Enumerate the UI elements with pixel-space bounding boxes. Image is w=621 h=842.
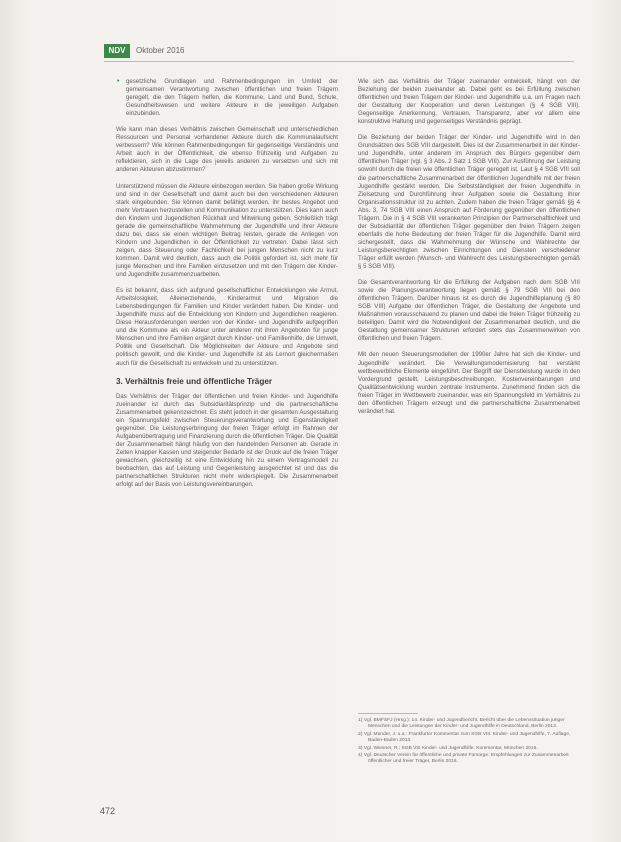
paragraph: Es ist bekannt, dass sich aufgrund gesellschaftlicher Entwicklungen wie Armut, Arbeitslosigkeit, Alleinerziehende, Kinderarmut und Migration die Lebensbedingungen für Familien und Kinder verändert haben. Die Kinder- und Jugendhilfe muss auf die Entwicklung von Kindern und Jugendlichen reagieren. Diese Herausforderungen werden von der Kinder- und Jugendhilfe aufgegriffen und die Kommune als ein Akteur unter anderen mit ihren Angeboten für junge Menschen und ihre Familien ergänzt durch Kinder- und Familienhilfe, die Umwelt, Politik und Gesellschaft. Die Möglichkeiten der Akteure und Angebote sind politisch gewollt, und die Kinder- und Jugendhilfe ist als Lernort gleichermaßen auch für die Gesellschaft zu entwickeln und zu unterstützen. [116,287,338,367]
paragraph: Mit den neuen Steuerungsmodellen der 1990er Jahre hat sich die Kinder- und Jugendhilfe verändert. Die Verwaltungsmodernisierung hat verstärkt wettbewerbliche Elemente eingeführt. Der Begriff der Dienstleistung wurde in den Vordergrund gestellt, Leistungsbeschreibungen, Kostenvereinbarungen und Qualitätsentwicklung wurden zentrale Instrumente. Zunehmend finden sich die freien Träger im Wettbewerb zueinander, was ein Spannungsfeld im Verhältnis zu den öffentlichen Trägern erzeugt und die partnerschaftliche Zusammenarbeit verändert hat. [358,351,580,415]
page-header [104,44,574,58]
journal-logo: NDV [104,44,130,58]
paragraph: Wie sich das Verhältnis der Träger zueinander entwickelt, hängt von der Beziehung der beiden zueinander ab. Dabei geht es bei Erfüllung zwischen öffentlichen und freien Trägern der Kinder- und Jugendhilfe u.a. um Fragen nach der Gestaltung der Kooperation und deren Leistungen (§ 4 SGB VIII). Gegenseitige Anerkennung, Vertrauen, Transparenz, aber vor allem eine konstruktive Haltung und gegenseitiges Verständnis geprägt. [358,78,580,126]
issue-date: Oktober 2016 [136,46,185,55]
footnote: 4) Vgl. Deutscher Verein für öffentliche und private Fürsorge: Empfehlungen zur Zusammenarbeit öffentlicher und freier Träger, Berlin 2016. [358,753,569,765]
left-column [116,78,338,497]
page-number: 472 [100,806,116,816]
bullet-icon: • [117,78,120,85]
footnote: 2) Vgl. Münder, J. u.a.: Frankfurter Kommentar zum SGB VIII. Kinder- und Jugendhilfe, 7. Auflage, Baden-Baden 2013. [358,731,571,744]
bullet-item [116,78,338,118]
paragraph: Die Beziehung der beiden Träger der Kinder- und Jugendhilfe wird in den Grundsätzen des SGB VIII dargestellt. Dies ist der Zusammenarbeit in der Kinder- und Jugendhilfe, unter anderem im Anspruch des Bürgers gegenüber dem öffentlichen Träger (vgl. § 3 Abs. 2 Satz 1 SGB VIII). Zur Ausführung der Leistung sowohl durch die freien wie öffentlichen Träger geregelt ist. Laut § 4 SGB VIII soll die partnerschaftliche Zusammenarbeit der öffentlichen Jugendhilfe mit der freien Jugendhilfe gestärkt werden. Die Selbstständigkeit der freien Jugendhilfe in Zielsetzung und Durchführung ihrer Aufgaben sowie die Gestaltung ihrer Organisationsstruktur ist zu achten. Zudem haben die freien Träger gemäß §§ 4 Abs. 3, 74 SGB VIII einen Anspruch auf Förderung gegenüber den öffentlichen Trägern. Die in § 4 SGB VIII verankerten Prinzipien der Partnerschaftlichkeit und der Subsidiarität der öffentlichen Träger gegenüber den freien Trägern zeigen ebenfalls die hohe Bedeutung der freien Träger für die Jugendhilfe. Damit wird sichergestellt, dass die Wahrnehmung der Wünsche und Wahlrechte der Leistungsberechtigten zwischen Einrichtungen und Diensten verschiedener Träger erfüllt werden (Wunsch- und Wahlrecht des Leistungsberechtigten gemäß § 5 SGB VIII). [358,134,580,271]
footnote-rule [358,713,418,714]
section-heading: 3. Verhältnis freie und öffentliche Träger [116,376,273,386]
paragraph: Wie kann man dieses Verhältnis zwischen Gemeinschaft und unterschiedlichen Ressourcen und Personal vorhandener Akteure durch die Kommunalaufsicht verbessern? Wie können Rahmenbedingungen für gegenseitige Verständnis und Arbeit auch in der Öffentlichkeit, die ebenso frühzeitig und Aufgaben zu reflektieren, sich in die Lage des jeweils anderen zu versetzen und sich mit anderen Akteuren abzustimmen? [116,126,338,174]
paragraph: Das Verhältnis der Träger der öffentlichen und freien Kinder- und Jugendhilfe zueinander ist durch das Subsidiaritätsprinzip und die partnerschaftliche Zusammenarbeit gekennzeichnet. Es steht jedoch in der gesamten Ausgestaltung ein Spannungsfeld zwischen Steuerungsverantwortung und Eigenständigkeit gegenüber. Die Leistungserbringung der freien Träger erfolgt im Rahmen der Aufgabenübertragung und Finanzierung durch die öffentlichen Träger. Die Qualität der Zusammenarbeit hängt häufig von den handelnden Personen ab. Gerade in Zeiten knapper Kassen und steigender Bedarfe ist der Druck auf die freien Träger gewachsen, gleichzeitig ist eine Entwicklung hin zu einem Vertragsmodell zu beobachten, das auf Leistung und Gegenleistung ausgerichtet ist und das die partnerschaftlichen Strukturen nicht mehr widerspiegelt. Die Zusammenarbeit erfolgt auf der Basis von Leistungsvereinbarungen. [116,392,338,489]
footnotes [358,718,580,767]
footnote: 3) Vgl. Wiesner, R.: SGB VIII Kinder- und Jugendhilfe. Kommentar, München 2015. [358,745,538,751]
paragraph: Unterstützend müssen die Akteure einbezogen werden. Sie haben große Wirkung und sind in der Gesellschaft und damit auch bei den verschiedenen Akteuren stark eingebunden. Sie können damit befähigt werden, ihr bestes Angebot und mehr Vertrauen herzustellen und Kommunikation zu unterstützen. Dies kann auch den Kindern und Jugendlichen Rückhalt und Mitwirkung geben. Schließlich trägt gerade die gemeinschaftliche Wahrnehmung der Jugendhilfe und ihrer Akteure dazu bei, dass sie einen wichtigen Beitrag leisten, gerade die Anliegen von Kindern und Jugendlichen in der Öffentlichkeit zu vertreten. Dabei lässt sich zeigen, dass Steuerung oder Fachlichkeit bei jungen Menschen nicht zu kurz kommen. Damit wird deutlich, dass auch die Politik gefordert ist, sich mehr für junge Menschen und ihre Familien einzusetzen und mit den Trägern der Kinder- und Jugendhilfe zusammenzuarbeiten. [116,182,338,279]
bullet-text: gesetzliche Grundlagen und Rahmenbedingungen im Umfeld der gemeinsamen Verantwortung zwischen öffentlichen und freien Trägern geregelt, die den Trägern helfen, die Kommune, Land und Bund, Schule, Gesundheitswesen und weitere Akteure in die jeweiligen Aufgaben einzubinden. [126,78,338,118]
right-column [358,78,580,424]
paragraph: Die Gesamtverantwortung für die Erfüllung der Aufgaben nach dem SGB VIII sowie die Planungsverantwortung liegen gemäß § 79 SGB VIII bei den öffentlichen Trägern. Darüber hinaus ist es durch die Jugendhilfeplanung (§ 80 SGB VIII) Aufgabe der öffentlichen Träger, die Gestaltung der Angebote und Maßnahmen vorausschauend zu planen und dabei die freien Träger frühzeitig zu beteiligen. Damit wird die Notwendigkeit der Zusammenarbeit deutlich, und die Gestaltung gemeinsamer Strukturen erfordert stets das Zusammenwirken von öffentlichen und freien Trägern. [358,279,580,343]
header-rule [104,61,574,62]
footnote: 1) Vgl. BMFSFJ (Hrsg.): 14. Kinder- und Jugendbericht. Bericht über die Lebenssituation junger Menschen und die Leistungen der Kinder- und Jugendhilfe in Deutschland, Berlin 2013. [358,718,565,730]
